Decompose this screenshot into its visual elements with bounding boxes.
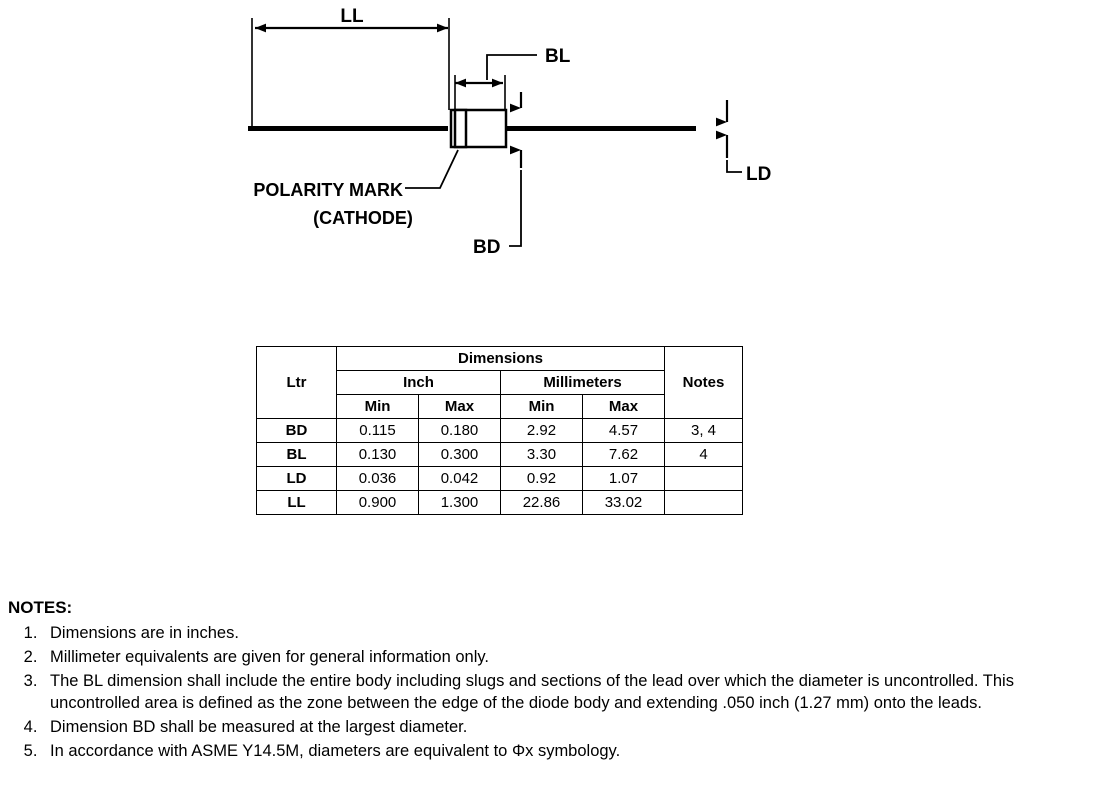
dimensions-table-container (256, 346, 743, 515)
table-row (257, 491, 743, 515)
row-letter: BL (257, 443, 337, 467)
cell-notes: 4 (665, 443, 743, 467)
label-cathode: (CATHODE) (313, 208, 413, 228)
cell-mm-max: 4.57 (583, 419, 665, 443)
cell-inch-max: 0.300 (419, 443, 501, 467)
table-header-row-3 (257, 395, 743, 419)
cell-inch-max: 1.300 (419, 491, 501, 515)
list-item: 2. Millimeter equivalents are given for general information only. (42, 646, 1108, 669)
list-item: 5. In accordance with ASME Y14.5M, diameters are equivalent to Φx symbology. (42, 740, 1108, 763)
header-inch-min: Min (337, 395, 419, 419)
table-header-row-1 (257, 347, 743, 371)
dimensions-table (256, 346, 743, 515)
label-ld: LD (746, 164, 772, 185)
table-header-row-2 (257, 371, 743, 395)
cell-notes (665, 491, 743, 515)
cell-mm-min: 3.30 (501, 443, 583, 467)
dimension-bl (455, 46, 571, 110)
header-notes: Notes (665, 371, 743, 395)
cell-inch-max: 0.180 (419, 419, 501, 443)
header-mm-min: Min (501, 395, 583, 419)
label-ll: LL (340, 6, 364, 27)
table-row (257, 419, 743, 443)
row-letter: BD (257, 419, 337, 443)
cell-inch-min: 0.036 (337, 467, 419, 491)
cell-mm-max: 1.07 (583, 467, 665, 491)
dimension-ll (252, 6, 449, 126)
cell-mm-max: 7.62 (583, 443, 665, 467)
header-inch-max: Max (419, 395, 501, 419)
label-bl: BL (545, 46, 571, 67)
notes-section (8, 598, 1108, 764)
header-mm-max: Max (583, 395, 665, 419)
cell-notes: 3, 4 (665, 419, 743, 443)
cell-inch-max: 0.042 (419, 467, 501, 491)
table-row (257, 467, 743, 491)
header-ltr: Ltr (257, 371, 337, 395)
list-item: 4. Dimension BD shall be measured at the largest diameter. (42, 716, 1108, 739)
diode-body (248, 110, 696, 147)
diode-outline-drawing (0, 0, 1116, 300)
list-item: 1. Dimensions are in inches. (42, 622, 1108, 645)
row-letter: LL (257, 491, 337, 515)
notes-list (8, 622, 1108, 763)
dimension-ld (727, 100, 771, 185)
cell-notes (665, 467, 743, 491)
cell-inch-min: 0.900 (337, 491, 419, 515)
cell-mm-min: 2.92 (501, 419, 583, 443)
table-row (257, 443, 743, 467)
cell-inch-min: 0.130 (337, 443, 419, 467)
header-inch: Inch (337, 371, 501, 395)
cell-mm-max: 33.02 (583, 491, 665, 515)
label-polarity-mark: POLARITY MARK (253, 180, 403, 200)
polarity-mark-callout (253, 150, 458, 228)
cell-mm-min: 0.92 (501, 467, 583, 491)
list-item: 3. The BL dimension shall include the entire body including slugs and sections of the lead over which the diameter is uncontrolled. This uncontrolled area is defined as the zone between the edge of the diode body and extending .050 inch (1.27 mm) onto the leads. (42, 670, 1108, 716)
header-dimensions: Dimensions (337, 347, 665, 371)
header-millimeters: Millimeters (501, 371, 665, 395)
cell-mm-min: 22.86 (501, 491, 583, 515)
cell-inch-min: 0.115 (337, 419, 419, 443)
notes-title: NOTES: (8, 598, 73, 617)
label-bd: BD (473, 237, 501, 258)
row-letter: LD (257, 467, 337, 491)
